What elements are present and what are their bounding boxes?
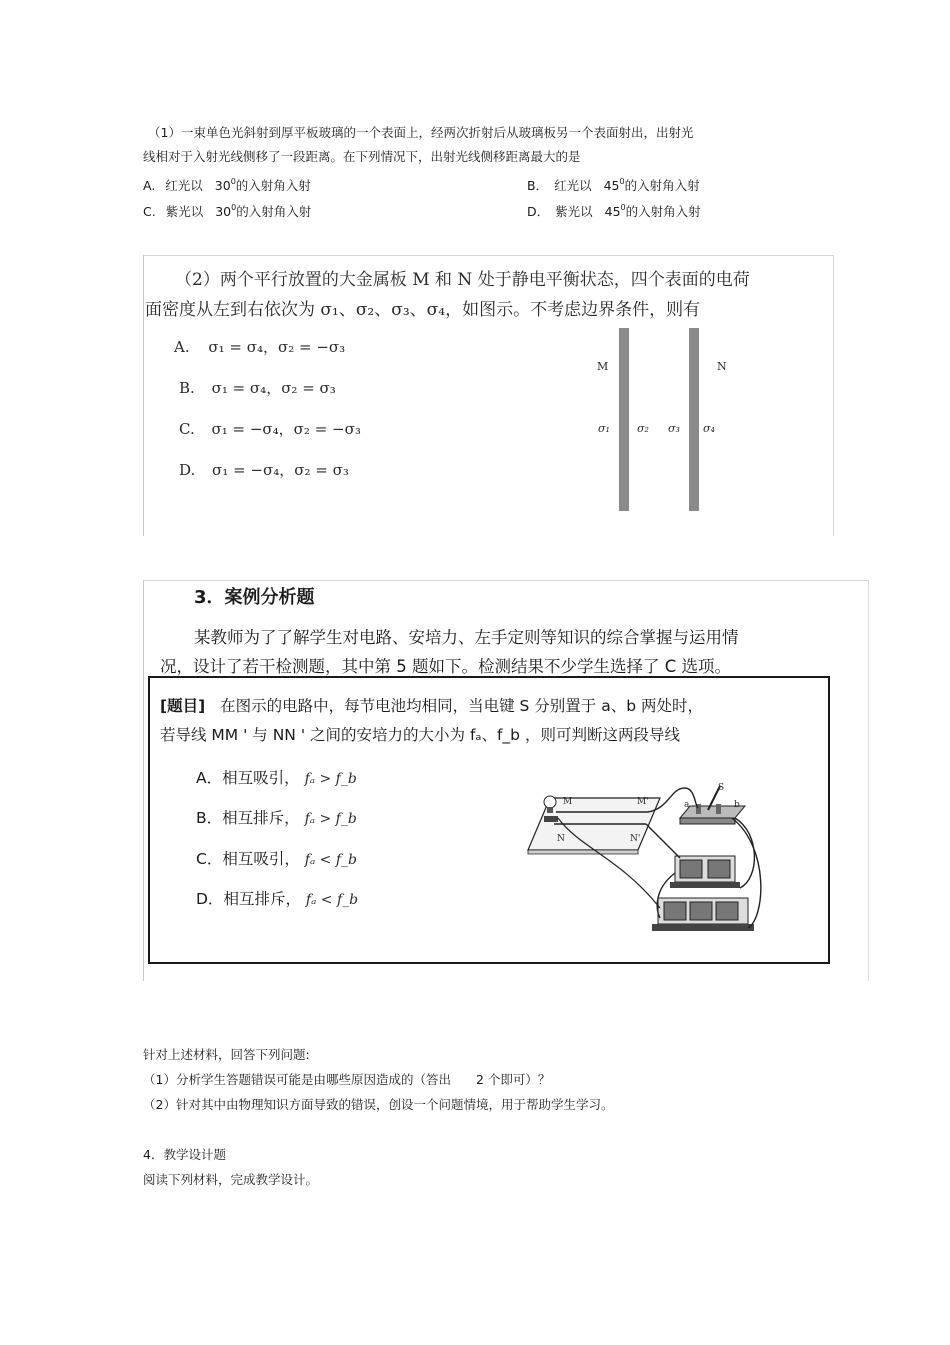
option-letter: A. <box>174 338 190 356</box>
degree-mark: 0 <box>230 177 236 186</box>
option-post: 的入射角入射 <box>236 204 312 219</box>
option-text: 相互吸引， <box>222 769 300 787</box>
option-relation: fₐ < f_b <box>305 892 359 908</box>
sigma-3-label: σ₃ <box>668 422 680 435</box>
option-pre: 红光以 <box>165 178 203 193</box>
option-relation: fₐ > f_b <box>304 811 357 827</box>
option-post: 的入射角入射 <box>624 178 700 193</box>
q1-stem-line2: 线相对于入射光线侧移了一段距离。在下列情况下，出射光线侧移距离最大的是 <box>143 149 581 164</box>
q2-option-b <box>179 377 336 398</box>
circuit-label-n: N <box>557 834 565 844</box>
circuit-label-m: M <box>563 797 573 807</box>
option-letter: D． <box>196 890 224 908</box>
circuit-label-s: S <box>718 783 725 793</box>
q1-stem-line1: （1）一束单色光斜射到厚平板玻璃的一个表面上，经两次折射后从玻璃板另一个表面射出，出射光 <box>148 125 694 140</box>
q3-option-d <box>196 887 358 909</box>
q2-option-c <box>179 418 361 439</box>
problem-tag: [题目] <box>160 697 206 715</box>
after-prompt: 针对上述材料，回答下列问题: <box>143 1047 310 1062</box>
q3-option-a <box>196 766 357 788</box>
option-relation: fₐ < f_b <box>304 852 357 868</box>
q3-option-b <box>196 806 357 828</box>
q3-option-c <box>196 847 357 869</box>
option-num: 45 <box>604 204 621 219</box>
option-text: 相互排斥， <box>222 809 300 827</box>
problem-text: 在图示的电路中，每节电池均相同，当电键 S 分别置于 a、b 两处时， <box>220 697 703 715</box>
option-pre: 紫光以 <box>165 204 204 219</box>
degree-mark: 0 <box>620 203 626 212</box>
option-pre: 紫光以 <box>555 204 593 219</box>
plate-m-label: M <box>597 360 609 373</box>
sigma-2-label: σ₂ <box>637 422 649 435</box>
option-letter: B． <box>527 178 549 193</box>
option-letter: A． <box>196 769 223 787</box>
plate-n-label: N <box>717 360 727 373</box>
option-text: σ₁ = −σ₄，σ₂ = σ₃ <box>212 461 349 479</box>
circuit-label-b: b <box>734 800 740 810</box>
q4-line: 阅读下列材料，完成教学设计。 <box>143 1172 319 1187</box>
q3-problem-line1 <box>160 694 703 716</box>
option-letter: A. <box>143 178 156 193</box>
q3-intro-line2: 况，设计了若干检测题，其中第 5 题如下。检测结果不少学生选择了 C 选项。 <box>160 657 731 676</box>
q2-option-d <box>179 459 349 480</box>
option-pre: 红光以 <box>554 178 592 193</box>
q1-option-a <box>143 174 311 194</box>
sigma-4-label: σ₄ <box>703 422 715 435</box>
option-text: σ₁ = σ₄，σ₂ = −σ₃ <box>208 338 346 356</box>
option-relation: fₐ > f_b <box>304 771 357 787</box>
after-sub1: （1）分析学生答题错误可能是由哪些原因造成的（答出 2 个即可）？ <box>143 1072 551 1087</box>
sigma-1-label: σ₁ <box>598 422 610 435</box>
q1-option-b <box>527 174 700 194</box>
plate-n <box>689 328 699 511</box>
option-num: 45 <box>603 178 620 193</box>
option-letter: C. <box>143 204 156 219</box>
option-text: 相互吸引， <box>222 850 300 868</box>
plate-m <box>619 328 629 511</box>
degree-mark: 0 <box>619 177 625 186</box>
q2-option-a <box>174 336 345 357</box>
degree-mark: 0 <box>231 203 237 212</box>
option-post: 的入射角入射 <box>235 178 311 193</box>
q3-heading: 3．案例分析题 <box>194 587 315 608</box>
option-text: 相互排斥， <box>223 890 301 908</box>
option-letter: B. <box>179 379 195 397</box>
option-num: 30 <box>215 204 232 219</box>
circuit-label-a: a <box>684 800 690 810</box>
q1-option-d <box>527 200 701 220</box>
option-letter: B． <box>196 809 223 827</box>
option-post: 的入射角入射 <box>625 204 701 219</box>
option-letter: C. <box>179 420 195 438</box>
q1-option-c <box>143 200 311 220</box>
option-num: 30 <box>214 178 231 193</box>
option-text: σ₁ = −σ₄，σ₂ = −σ₃ <box>211 420 361 438</box>
option-text: σ₁ = σ₄，σ₂ = σ₃ <box>211 379 336 397</box>
option-letter: D. <box>179 461 196 479</box>
q4-heading: 4．教学设计题 <box>143 1147 226 1162</box>
circuit-label-n-prime: N' <box>630 834 641 844</box>
q3-intro-line1: 某教师为了了解学生对电路、安培力、左手定则等知识的综合掌握与运用情 <box>194 628 739 647</box>
q2-line2: 面密度从左到右依次为 σ₁、σ₂、σ₃、σ₄，如图示。不考虑边界条件，则有 <box>145 300 701 320</box>
option-letter: C． <box>196 850 223 868</box>
q2-line1: （2）两个平行放置的大金属板 M 和 N 处于静电平衡状态，四个表面的电荷 <box>175 270 750 290</box>
after-sub2: （2）针对其中由物理知识方面导致的错误，创设一个问题情境，用于帮助学生学习。 <box>143 1097 614 1112</box>
q3-problem-line2: 若导线 MM ' 与 NN ' 之间的安培力的大小为 fₐ、f_b ，则可判断这两段导线 <box>160 726 680 744</box>
circuit-label-m-prime: M' <box>637 797 649 807</box>
option-letter: D． <box>527 204 550 219</box>
